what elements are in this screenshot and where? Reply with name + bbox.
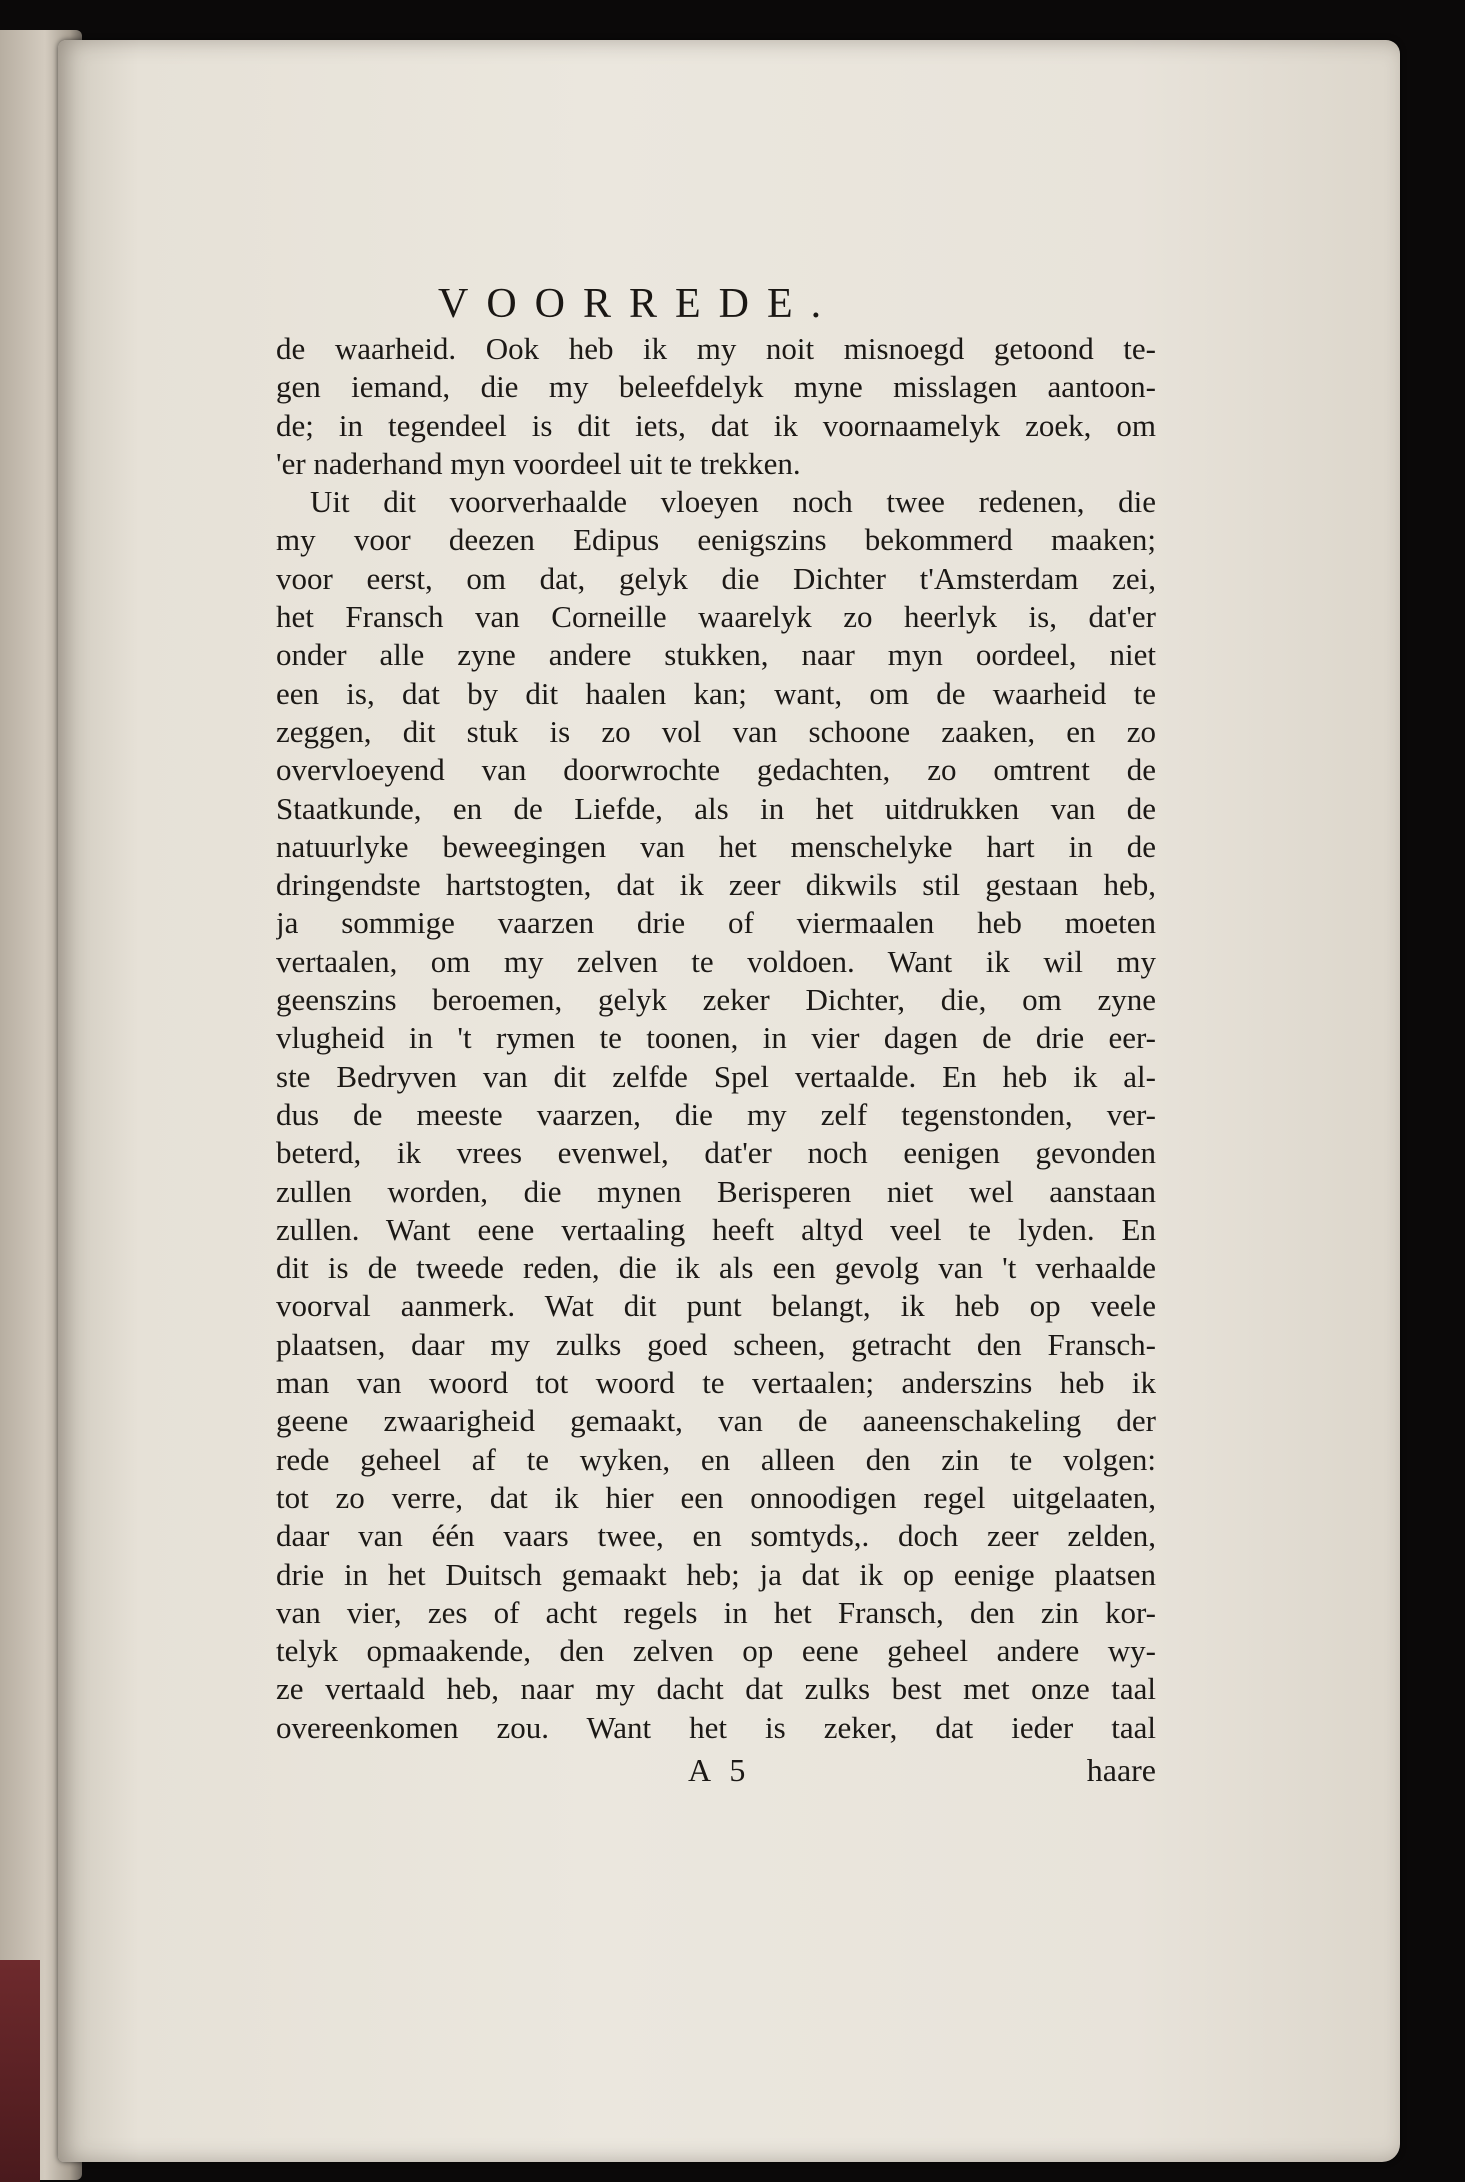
text-line: onder alle zyne andere stukken, naar myn oordeel, niet xyxy=(276,637,1156,673)
text-line: ze vertaald heb, naar my dacht dat zulks best met onze taal xyxy=(276,1671,1156,1707)
text-line: man van woord tot woord te vertaalen; anderszins heb ik xyxy=(276,1365,1156,1401)
text-line: dit is de tweede reden, die ik als een gevolg van 't verhaalde xyxy=(276,1250,1156,1286)
text-line: drie in het Duitsch gemaakt heb; ja dat ik op eenige plaatsen xyxy=(276,1556,1156,1592)
running-head: VOORREDE. xyxy=(438,281,840,327)
text-line: vertaalen, om my zelven te voldoen. Want ik wil my xyxy=(276,943,1156,979)
text-line: vlugheid in 't rymen te toonen, in vier dagen de drie eer- xyxy=(276,1020,1156,1056)
text-line: telyk opmaakende, den zelven op eene geheel andere wy- xyxy=(276,1633,1156,1669)
text-line: natuurlyke beweegingen van het menschelyke hart in de xyxy=(276,828,1156,864)
text-line: overeenkomen zou. Want het is zeker, dat ieder taal xyxy=(276,1709,1156,1745)
text-line: beterd, ik vrees evenwel, dat'er noch eenigen gevonden xyxy=(276,1135,1156,1171)
text-line: dus de meeste vaarzen, die my zelf tegenstonden, ver- xyxy=(276,1096,1156,1132)
book-cover-edge xyxy=(0,1960,40,2182)
text-line: de; in tegendeel is dit iets, dat ik voornaamelyk zoek, om xyxy=(276,407,1156,443)
text-line: de waarheid. Ook heb ik my noit misnoegd getoond te- xyxy=(276,331,1156,366)
text-line: zullen worden, die mynen Berisperen niet wel aanstaan xyxy=(276,1173,1156,1209)
text-line: 'er naderhand myn voordeel uit te trekken. xyxy=(276,445,801,481)
signature-mark: A 5 xyxy=(688,1752,752,1788)
text-line: geene zwaarigheid gemaakt, van de aaneenschakeling der xyxy=(276,1403,1156,1439)
text-line: voor eerst, om dat, gelyk die Dichter t'Amsterdam zei, xyxy=(276,560,1156,596)
text-line: overvloeyend van doorwrochte gedachten, zo omtrent de xyxy=(276,752,1156,788)
text-line: zeggen, dit stuk is zo vol van schoone zaaken, en zo xyxy=(276,713,1156,749)
text-line: daar van één vaars twee, en somtyds,. doch zeer zelden, xyxy=(276,1518,1156,1554)
text-line: een is, dat by dit haalen kan; want, om de waarheid te xyxy=(276,675,1156,711)
text-line: van vier, zes of acht regels in het Fransch, den zin kor- xyxy=(276,1594,1156,1630)
text-line: dringendste hartstogten, dat ik zeer dikwils stil gestaan heb, xyxy=(276,867,1156,903)
text-line: voorval aanmerk. Wat dit punt belangt, ik heb op veele xyxy=(276,1288,1156,1324)
text-line: Uit dit voorverhaalde vloeyen noch twee redenen, die xyxy=(310,484,1156,520)
text-line: geenszins beroemen, gelyk zeker Dichter, die, om zyne xyxy=(276,982,1156,1018)
book-page xyxy=(58,40,1400,2162)
text-line: het Fransch van Corneille waarelyk zo heerlyk is, dat'er xyxy=(276,599,1156,635)
text-line: plaatsen, daar my zulks goed scheen, getracht den Fransch- xyxy=(276,1326,1156,1362)
text-line: gen iemand, die my beleefdelyk myne misslagen aantoon- xyxy=(276,369,1156,405)
text-block xyxy=(276,330,1156,1747)
page-footer xyxy=(276,1752,1156,1794)
text-line: ja sommige vaarzen drie of viermaalen heb moeten xyxy=(276,905,1156,941)
text-line: zullen. Want eene vertaaling heeft altyd veel te lyden. En xyxy=(276,1211,1156,1247)
text-line: my voor deezen Edipus eenigszins bekommerd maaken; xyxy=(276,522,1156,558)
text-line: tot zo verre, dat ik hier een onnoodigen regel uitgelaaten, xyxy=(276,1479,1156,1515)
text-line: Staatkunde, en de Liefde, als in het uitdrukken van de xyxy=(276,790,1156,826)
text-line: rede geheel af te wyken, en alleen den zin te volgen: xyxy=(276,1441,1156,1477)
catchword: haare xyxy=(1086,1752,1156,1788)
text-line: ste Bedryven van dit zelfde Spel vertaalde. En heb ik al- xyxy=(276,1058,1156,1094)
